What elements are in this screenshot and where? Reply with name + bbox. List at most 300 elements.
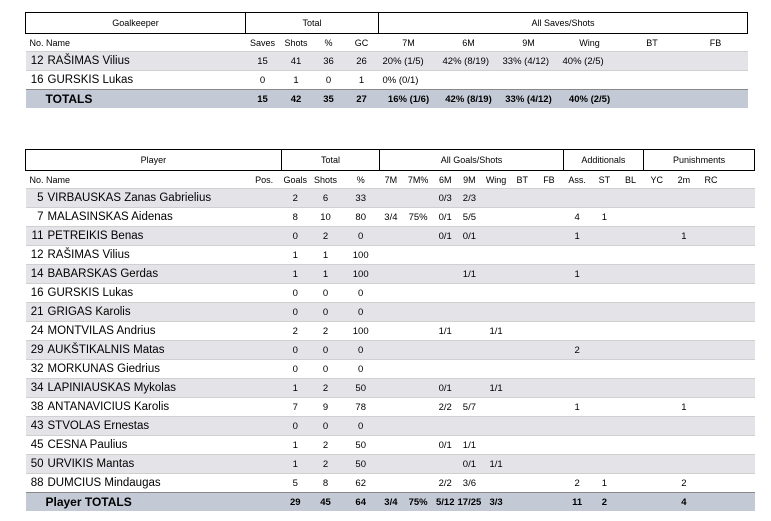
player-yc-cell xyxy=(644,379,670,398)
player-spacer-cell xyxy=(724,284,754,303)
goalkeeper-m7-cell: 20% (1/5) xyxy=(379,52,439,71)
player-row xyxy=(26,455,755,474)
player-m7p-cell xyxy=(402,284,434,303)
player-number: 38 xyxy=(30,401,44,413)
player-name-cell xyxy=(26,322,247,341)
col-fb: FB xyxy=(543,174,555,185)
player-yc-cell xyxy=(644,398,670,417)
player-pct-cell: 100 xyxy=(342,265,380,284)
player-pct-cell: 62 xyxy=(342,474,380,493)
totals-9m: 33% (4/12) xyxy=(499,90,559,109)
player-m7p-cell xyxy=(402,265,434,284)
player-pct-cell: 0 xyxy=(342,227,380,246)
player-bt-cell xyxy=(510,246,535,265)
player-m7-cell: 3/4 xyxy=(380,208,402,227)
player-name-cell xyxy=(26,360,247,379)
player-bt-cell xyxy=(510,284,535,303)
player-goals-cell: 0 xyxy=(281,360,309,379)
player-m9-cell xyxy=(456,322,482,341)
player-goals-cell: 1 xyxy=(281,246,309,265)
player-pct-cell: 0 xyxy=(342,341,380,360)
player-bl-cell xyxy=(617,189,643,208)
player-spacer-cell xyxy=(724,246,754,265)
player-ass-cell: 1 xyxy=(563,398,591,417)
player-m2-cell xyxy=(670,208,698,227)
player-fb-cell xyxy=(535,474,563,493)
col-no-name: No. Name xyxy=(29,37,71,48)
player-wing-cell: 1/1 xyxy=(482,455,509,474)
player-ass-cell xyxy=(563,455,591,474)
player-m6-cell: 0/3 xyxy=(434,189,456,208)
player-m6-cell xyxy=(434,265,456,284)
player-spacer-cell xyxy=(724,322,754,341)
player-name: MORKUNAS Giedrius xyxy=(47,363,160,375)
totals-6m: 42% (8/19) xyxy=(439,90,499,109)
goalkeeper-m6-cell: 42% (8/19) xyxy=(439,52,499,71)
player-totals-yc xyxy=(644,493,670,512)
player-m7p-cell xyxy=(402,303,434,322)
player-st-cell xyxy=(591,455,617,474)
player-m2-cell xyxy=(670,436,698,455)
player-shots-cell: 9 xyxy=(309,398,341,417)
col-6m: 6M xyxy=(438,174,452,185)
player-row xyxy=(26,227,755,246)
player-row xyxy=(26,379,755,398)
player-bl-cell xyxy=(617,417,643,436)
goalkeeper-shots-cell: 1 xyxy=(280,71,313,90)
player-m9-cell: 0/1 xyxy=(456,227,482,246)
player-pct-cell: 0 xyxy=(342,360,380,379)
player-bl-cell xyxy=(617,455,643,474)
player-shots-cell: 1 xyxy=(309,246,341,265)
player-totals-ass: 11 xyxy=(563,493,591,512)
player-m7-cell xyxy=(380,360,402,379)
player-name-cell xyxy=(26,52,246,71)
player-row xyxy=(26,417,755,436)
player-m6-cell xyxy=(434,303,456,322)
player-m7-cell xyxy=(380,474,402,493)
player-bt-cell xyxy=(510,436,535,455)
player-shots-cell: 2 xyxy=(309,455,341,474)
player-m7p-cell xyxy=(402,341,434,360)
player-fb-cell xyxy=(535,417,563,436)
player-row xyxy=(26,360,755,379)
goalkeeper-bt-cell xyxy=(621,71,684,90)
player-wing-cell xyxy=(482,398,509,417)
player-shots-cell: 1 xyxy=(309,265,341,284)
player-shots-cell: 0 xyxy=(309,360,341,379)
player-name: GRIGAS Karolis xyxy=(47,306,131,318)
player-ass-cell xyxy=(563,189,591,208)
player-st-cell xyxy=(591,436,617,455)
player-number: 34 xyxy=(30,382,44,394)
player-m6-cell: 0/1 xyxy=(434,436,456,455)
col-no-name: No. Name xyxy=(29,174,71,185)
player-m2-cell xyxy=(670,189,698,208)
player-fb-cell xyxy=(535,246,563,265)
player-bt-cell xyxy=(510,360,535,379)
player-bt-cell xyxy=(510,341,535,360)
player-goals-cell: 5 xyxy=(281,474,309,493)
goalkeeper-gc-cell: 26 xyxy=(345,52,379,71)
player-yc-cell xyxy=(644,417,670,436)
goalkeeper-m6-cell xyxy=(439,71,499,90)
player-fb-cell xyxy=(535,455,563,474)
player-name: GURSKIS Lukas xyxy=(47,74,134,86)
player-number: 12 xyxy=(30,249,44,261)
player-bl-cell xyxy=(617,284,643,303)
player-pos-cell xyxy=(247,246,281,265)
player-fb-cell xyxy=(535,398,563,417)
player-st-cell xyxy=(591,284,617,303)
player-m6-cell: 0/1 xyxy=(434,208,456,227)
player-rc-cell xyxy=(698,246,724,265)
player-m2-cell xyxy=(670,265,698,284)
player-totals-pct: 64 xyxy=(342,493,380,512)
player-number: 43 xyxy=(30,420,44,432)
player-yc-cell xyxy=(644,474,670,493)
goalkeeper-totals-row xyxy=(26,90,748,109)
player-name-cell xyxy=(26,341,247,360)
player-number: 29 xyxy=(30,344,44,356)
player-m7p-cell xyxy=(402,417,434,436)
player-totals-row xyxy=(26,493,755,512)
player-ass-cell xyxy=(563,322,591,341)
totals-wing: 40% (2/5) xyxy=(559,90,621,109)
player-bl-cell xyxy=(617,303,643,322)
player-shots-cell: 2 xyxy=(309,379,341,398)
additionals-group-header: Additionals xyxy=(563,150,644,171)
player-m6-cell xyxy=(434,417,456,436)
player-m9-cell xyxy=(456,284,482,303)
player-fb-cell xyxy=(535,227,563,246)
player-m2-cell xyxy=(670,246,698,265)
player-goals-cell: 0 xyxy=(281,303,309,322)
player-wing-cell: 1/1 xyxy=(482,379,509,398)
player-rc-cell xyxy=(698,455,724,474)
player-rc-cell xyxy=(698,398,724,417)
player-fb-cell xyxy=(535,303,563,322)
player-pos-cell xyxy=(247,341,281,360)
player-rc-cell xyxy=(698,189,724,208)
goalkeeper-m9-cell xyxy=(499,71,559,90)
player-fb-cell xyxy=(535,322,563,341)
player-m7p-cell xyxy=(402,379,434,398)
player-name: RAŠIMAS Vilius xyxy=(47,249,130,261)
player-shots-cell: 0 xyxy=(309,417,341,436)
player-row xyxy=(26,208,755,227)
player-bt-cell xyxy=(510,227,535,246)
player-m2-cell xyxy=(670,417,698,436)
player-group-header: Player xyxy=(26,150,282,171)
player-shots-cell: 0 xyxy=(309,341,341,360)
col-wing: Wing xyxy=(579,37,600,48)
goalkeeper-m9-cell: 33% (4/12) xyxy=(499,52,559,71)
col-shots: Shots xyxy=(313,174,337,185)
player-number: 16 xyxy=(30,74,44,86)
goalkeeper-wing-cell xyxy=(559,71,621,90)
player-st-cell xyxy=(591,398,617,417)
player-row xyxy=(26,341,755,360)
player-name-cell xyxy=(26,265,247,284)
player-m2-cell: 1 xyxy=(670,227,698,246)
player-spacer-cell xyxy=(724,474,754,493)
player-ass-cell xyxy=(563,303,591,322)
player-wing-cell xyxy=(482,360,509,379)
player-pos-cell xyxy=(247,227,281,246)
player-bt-cell xyxy=(510,417,535,436)
player-spacer-cell xyxy=(724,436,754,455)
player-number: 11 xyxy=(31,230,44,242)
player-spacer-cell xyxy=(724,379,754,398)
player-number: 21 xyxy=(30,306,44,318)
player-number: 12 xyxy=(30,55,44,67)
player-yc-cell xyxy=(644,265,670,284)
player-st-cell xyxy=(591,417,617,436)
player-st-cell: 1 xyxy=(591,474,617,493)
goalkeeper-row xyxy=(26,71,748,90)
player-st-cell xyxy=(591,360,617,379)
player-number: 88 xyxy=(30,477,44,489)
player-bl-cell xyxy=(617,398,643,417)
col-saves: Saves xyxy=(249,37,275,48)
player-pos-cell xyxy=(247,265,281,284)
player-goals-cell: 7 xyxy=(281,398,309,417)
player-goals-cell: 0 xyxy=(281,417,309,436)
player-goals-cell: 1 xyxy=(281,265,309,284)
player-name: CESNA Paulius xyxy=(47,439,128,451)
player-st-cell xyxy=(591,341,617,360)
player-m7-cell xyxy=(380,246,402,265)
player-pct-cell: 0 xyxy=(342,417,380,436)
player-m7-cell xyxy=(380,455,402,474)
player-name: AUKŠTIKALNIS Matas xyxy=(47,344,165,356)
col-goals: Goals xyxy=(283,174,308,185)
player-shots-cell: 6 xyxy=(309,189,341,208)
col-shots: Shots xyxy=(284,37,308,48)
player-pos-cell xyxy=(247,322,281,341)
player-wing-cell xyxy=(482,284,509,303)
player-goals-cell: 0 xyxy=(281,284,309,303)
player-m7-cell xyxy=(380,303,402,322)
player-ass-cell: 1 xyxy=(563,227,591,246)
col-fb: FB xyxy=(709,37,722,48)
player-table xyxy=(25,149,755,511)
player-ass-cell: 4 xyxy=(563,208,591,227)
player-m7-cell xyxy=(380,417,402,436)
player-spacer-cell xyxy=(724,417,754,436)
player-row xyxy=(26,284,755,303)
player-pct-cell: 50 xyxy=(342,455,380,474)
player-m9-cell xyxy=(456,341,482,360)
player-wing-cell xyxy=(482,341,509,360)
totals-saves: 15 xyxy=(246,90,280,109)
col-bl: BL xyxy=(625,174,637,185)
player-bl-cell xyxy=(617,246,643,265)
player-shots-cell: 0 xyxy=(309,303,341,322)
player-goals-cell: 0 xyxy=(281,341,309,360)
player-pos-cell xyxy=(247,303,281,322)
player-bl-cell xyxy=(617,474,643,493)
player-m9-cell xyxy=(456,379,482,398)
player-m7-cell xyxy=(380,379,402,398)
col-bt: BT xyxy=(516,174,528,185)
col-st: ST xyxy=(598,174,611,185)
goalkeeper-fb-cell xyxy=(684,52,748,71)
player-rc-cell xyxy=(698,341,724,360)
goalkeeper-table xyxy=(25,12,748,108)
player-m9-cell xyxy=(456,303,482,322)
player-name-cell xyxy=(26,303,247,322)
player-m2-cell: 2 xyxy=(670,474,698,493)
player-name-cell xyxy=(26,284,247,303)
player-shots-cell: 0 xyxy=(309,284,341,303)
goalkeeper-bt-cell xyxy=(621,52,684,71)
col-ass: Ass. xyxy=(568,174,586,185)
player-wing-cell xyxy=(482,189,509,208)
player-pct-cell: 100 xyxy=(342,322,380,341)
player-bl-cell xyxy=(617,265,643,284)
player-fb-cell xyxy=(535,379,563,398)
player-rc-cell xyxy=(698,265,724,284)
goalkeeper-row xyxy=(26,52,748,71)
player-m9-cell: 1/1 xyxy=(456,436,482,455)
player-shots-cell: 2 xyxy=(309,227,341,246)
player-m6-cell: 0/1 xyxy=(434,379,456,398)
player-st-cell xyxy=(591,189,617,208)
player-shots-cell: 2 xyxy=(309,436,341,455)
player-name-cell xyxy=(26,398,247,417)
goalkeeper-m7-cell: 0% (0/1) xyxy=(379,71,439,90)
player-name: VIRBAUSKAS Zanas Gabrielius xyxy=(47,192,212,204)
player-spacer-cell xyxy=(724,303,754,322)
player-st-cell xyxy=(591,379,617,398)
player-rc-cell xyxy=(698,284,724,303)
punishments-group-header: Punishments xyxy=(644,150,755,171)
col-gc: GC xyxy=(354,37,369,48)
player-name-cell xyxy=(26,474,247,493)
player-shots-cell: 10 xyxy=(309,208,341,227)
player-wing-cell xyxy=(482,246,509,265)
player-name-cell xyxy=(26,455,247,474)
player-m6-cell xyxy=(434,284,456,303)
player-wing-cell xyxy=(482,208,509,227)
player-ass-cell xyxy=(563,360,591,379)
player-ass-cell: 2 xyxy=(563,474,591,493)
player-m2-cell xyxy=(670,284,698,303)
player-m7-cell xyxy=(380,341,402,360)
player-yc-cell xyxy=(644,303,670,322)
player-bt-cell xyxy=(510,474,535,493)
player-name-cell xyxy=(26,417,247,436)
player-totals-7m: 3/4 xyxy=(380,493,402,512)
player-bt-cell xyxy=(510,208,535,227)
player-bl-cell xyxy=(617,379,643,398)
player-number: 24 xyxy=(30,325,44,337)
player-pct-cell: 78 xyxy=(342,398,380,417)
player-rc-cell xyxy=(698,227,724,246)
player-row xyxy=(26,265,755,284)
player-bl-cell xyxy=(617,208,643,227)
player-st-cell xyxy=(591,227,617,246)
player-m9-cell: 5/7 xyxy=(456,398,482,417)
totals-gc: 27 xyxy=(345,90,379,109)
col-spacer xyxy=(724,171,754,189)
player-m7p-cell: 75% xyxy=(402,208,434,227)
player-st-cell xyxy=(591,265,617,284)
player-bl-cell xyxy=(617,436,643,455)
player-rc-cell xyxy=(698,303,724,322)
player-m7-cell xyxy=(380,398,402,417)
player-rc-cell xyxy=(698,208,724,227)
player-m7p-cell xyxy=(402,398,434,417)
player-fb-cell xyxy=(535,265,563,284)
player-rc-cell xyxy=(698,417,724,436)
goalkeeper-pct-cell: 36 xyxy=(313,52,345,71)
player-row xyxy=(26,398,755,417)
player-m2-cell xyxy=(670,303,698,322)
player-bt-cell xyxy=(510,189,535,208)
player-pos-cell xyxy=(247,284,281,303)
player-name: RAŠIMAS Vilius xyxy=(47,55,130,67)
player-m9-cell xyxy=(456,246,482,265)
col-2m: 2m xyxy=(677,174,691,185)
player-m6-cell: 2/2 xyxy=(434,474,456,493)
player-spacer-cell xyxy=(724,341,754,360)
player-m7-cell xyxy=(380,284,402,303)
player-name-cell xyxy=(26,246,247,265)
player-pos-cell xyxy=(247,208,281,227)
player-rc-cell xyxy=(698,322,724,341)
player-number: 7 xyxy=(37,211,44,223)
player-rc-cell xyxy=(698,474,724,493)
player-name-cell xyxy=(26,208,247,227)
player-totals-spacer xyxy=(724,493,754,512)
player-m9-cell: 5/5 xyxy=(456,208,482,227)
player-totals-fb xyxy=(535,493,563,512)
player-goals-cell: 2 xyxy=(281,322,309,341)
player-ass-cell xyxy=(563,417,591,436)
player-goals-cell: 2 xyxy=(281,189,309,208)
player-st-cell: 1 xyxy=(591,208,617,227)
player-m6-cell xyxy=(434,360,456,379)
player-m7-cell xyxy=(380,265,402,284)
player-m7p-cell xyxy=(402,322,434,341)
player-m7-cell xyxy=(380,189,402,208)
col-7m: 7M xyxy=(402,37,415,48)
player-fb-cell xyxy=(535,208,563,227)
player-bt-cell xyxy=(510,398,535,417)
col-yc: YC xyxy=(650,174,663,185)
player-yc-cell xyxy=(644,246,670,265)
player-pct-cell: 33 xyxy=(342,189,380,208)
totals-fb xyxy=(684,90,748,109)
goalkeeper-fb-cell xyxy=(684,71,748,90)
player-m7p-cell xyxy=(402,436,434,455)
player-goals-cell: 0 xyxy=(281,227,309,246)
player-bt-cell xyxy=(510,379,535,398)
player-bt-cell xyxy=(510,322,535,341)
player-row xyxy=(26,246,755,265)
player-m2-cell xyxy=(670,341,698,360)
player-pos-cell xyxy=(247,436,281,455)
player-m2-cell xyxy=(670,455,698,474)
player-m7p-cell xyxy=(402,474,434,493)
player-totals-bt xyxy=(510,493,535,512)
player-pos-cell xyxy=(247,379,281,398)
player-wing-cell xyxy=(482,265,509,284)
player-m7p-cell xyxy=(402,189,434,208)
